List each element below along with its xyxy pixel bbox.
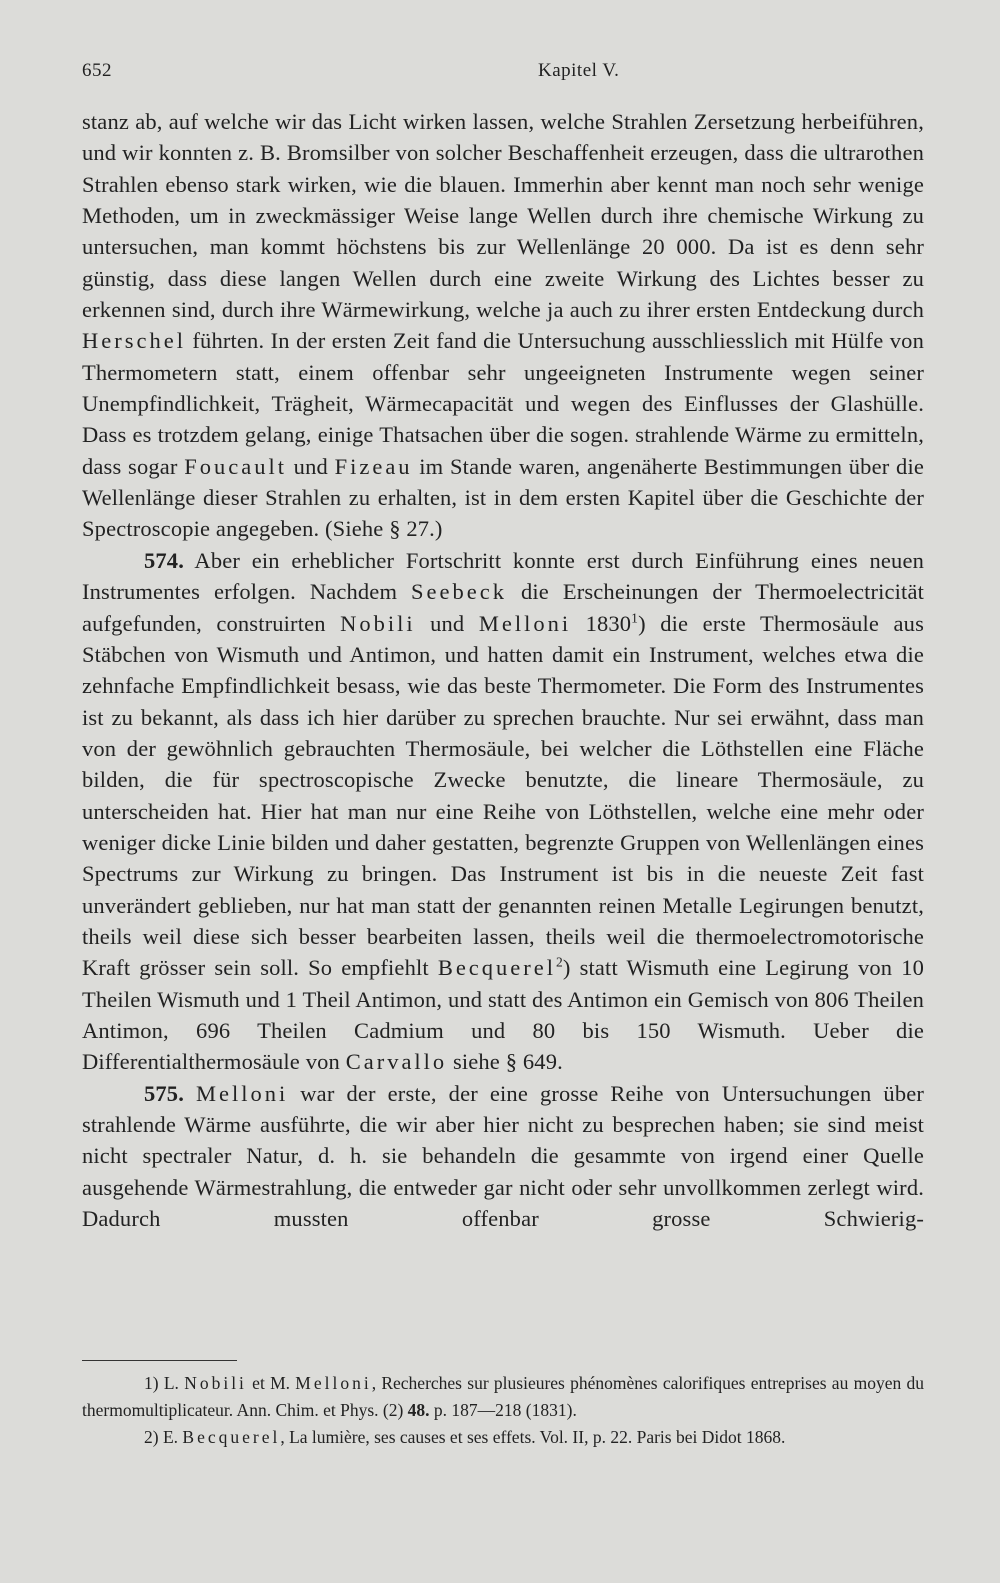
person-name: Herschel xyxy=(82,328,186,354)
footnote-2 xyxy=(82,1424,924,1451)
footnote-ref: 1 xyxy=(631,610,639,625)
person-name: Melloni xyxy=(295,1373,372,1393)
footnote-1 xyxy=(82,1370,924,1424)
text-run: , La lumière, ses causes et ses effets. Vol. II, p. 22. Paris bei Didot 1868. xyxy=(280,1427,786,1447)
text-run: die Erscheinungen der Thermoelectricität aufgefunden, construirten xyxy=(82,579,924,636)
text-run: ) die erste Thermosäule aus Stäbchen von Wismuth und Antimon, und hatten damit ein Instrument, welches etwa die zehnfache Empfindlichkeit besass, wie das beste Thermometer. Die Form des Instrumentes ist zu bekannt, als dass ich hier darüber zu sprechen brauchte. Nur sei erwähnt, dass man von der gewöhnlich gebrauchten Thermosäule, bei welcher die Löthstellen eine Fläche bilden, die für spectroscopische Zwecke benutzte, die lineare Thermosäule, zu unterscheiden hat. Hier hat man nur eine Reihe von Löthstellen, welche eine mehr oder weniger dicke Linie bilden und daher gestatten, begrenzte Gruppen von Wellenlängen eines Spectrums zur Wirkung zu bringen. Das Instrument ist bis in die neueste Zeit fast unverändert geblieben, nur hat man statt der genannten reinen Metalle Legirungen benutzt, theils weil diese sich besser bearbeiten lassen, theils weil die thermoelectromotorische Kraft grösser sein soll. So empfiehlt xyxy=(82,610,924,981)
footnote-divider xyxy=(82,1360,237,1361)
footnote-marker: 2) E. xyxy=(144,1427,179,1447)
person-name: Melloni xyxy=(478,610,572,636)
text-run: siehe § 649. xyxy=(447,1049,563,1075)
text-run: et M. xyxy=(246,1373,291,1393)
page-header xyxy=(82,60,922,90)
person-name: Carvallo xyxy=(345,1049,448,1075)
footnote-ref: 2 xyxy=(556,954,563,970)
person-name: Foucault xyxy=(184,453,287,479)
text-run: p. 187—218 (1831). xyxy=(429,1400,577,1420)
text-run: 1830 xyxy=(571,610,632,636)
page-number: 652 xyxy=(82,60,112,81)
body-text xyxy=(82,106,924,1266)
text-run: ) statt Wismuth eine Legirung von 10 Theilen Wismuth und 1 Theil Antimon, und statt des Antimon ein Gemisch von 806 Theilen Antimon, 696 Theilen Cadmium und 80 bis 150 Wismuth. Ueber die Differentialthermosäule von xyxy=(82,955,924,1075)
volume-number: 48. xyxy=(407,1400,430,1420)
paragraph-continuation xyxy=(82,106,924,545)
running-title: Kapitel V. xyxy=(538,60,620,81)
text-run: , Recherches sur plusieures phénomènes calorifiques entreprises au moyen du thermomultiplicateur. Ann. Chim. et Phys. (2) xyxy=(82,1373,924,1420)
section-number: 575. xyxy=(144,1080,184,1106)
person-name: Seebeck xyxy=(411,579,508,605)
paragraph-574 xyxy=(82,545,924,1078)
section-number: 574. xyxy=(144,547,184,573)
text-run: Aber ein erheblicher Fortschritt konnte erst durch Einführung eines neuen Instrumentes erfolgen. Nachdem xyxy=(82,547,924,605)
footnote-marker: 1) L. xyxy=(144,1373,179,1393)
text-run: und xyxy=(415,610,479,636)
person-name: Becquerel xyxy=(437,955,557,981)
text-run: führten. In der ersten Zeit fand die Untersuchung ausschliesslich mit Hülfe von Thermometern statt, einem offenbar sehr ungeeigneten Instrumente wegen seiner Unempfindlichkeit, Trägheit, Wärmecapacität und wegen des Einflusses der Glashülle. Dass es trotzdem gelang, einige Thatsachen über die sogen. strahlende Wärme zu ermitteln, dass sogar xyxy=(82,328,924,479)
text-run: und xyxy=(286,453,335,479)
person-name: Fizeau xyxy=(334,453,413,479)
person-name: Melloni xyxy=(196,1080,289,1106)
person-name: Becquerel xyxy=(182,1427,281,1447)
person-name: Nobili xyxy=(184,1373,247,1393)
paragraph-575 xyxy=(82,1078,924,1266)
text-run: stanz ab, auf welche wir das Licht wirken lassen, welche Strahlen Zersetzung herbeiführen, und wir konnten z. B. Bromsilber von solcher Beschaffenheit erzeugen, dass die ultrarothen Strahlen ebenso stark wirken, wie die blauen. Immerhin aber kennt man noch sehr wenige Methoden, um in zweckmässiger Weise lange Wellen durch ihre chemische Wirkung zu untersuchen, man kommt höchstens bis zur Wellenlänge 20 000. Da ist es denn sehr günstig, dass diese langen Wellen durch eine zweite Wirkung des Lichtes besser zu erkennen sind, durch ihre Wärmewirkung, welche ja auch zu ihrer ersten Entdeckung durch xyxy=(82,109,924,323)
text-run: war der erste, der eine grosse Reihe von Untersuchungen über strahlende Wärme ausführte, die wir aber hier nicht zu besprechen haben; sie sind meist nicht spectraler Natur, d. h. sie behandeln die gesammte von irgend einer Quelle ausgehende Wärmestrahlung, die entweder gar nicht oder sehr unvollkommen zerlegt wird. Dadurch mussten offenbar grosse Schwierig- xyxy=(82,1080,924,1232)
person-name: Nobili xyxy=(340,610,416,636)
footnotes xyxy=(82,1370,924,1451)
text-run: im Stande waren, angenäherte Bestimmungen über die Wellenlänge dieser Strahlen zu erhalten, ist in dem ersten Kapitel über die Geschichte der Spectroscopie angegeben. (Siehe § 27.) xyxy=(82,453,924,542)
